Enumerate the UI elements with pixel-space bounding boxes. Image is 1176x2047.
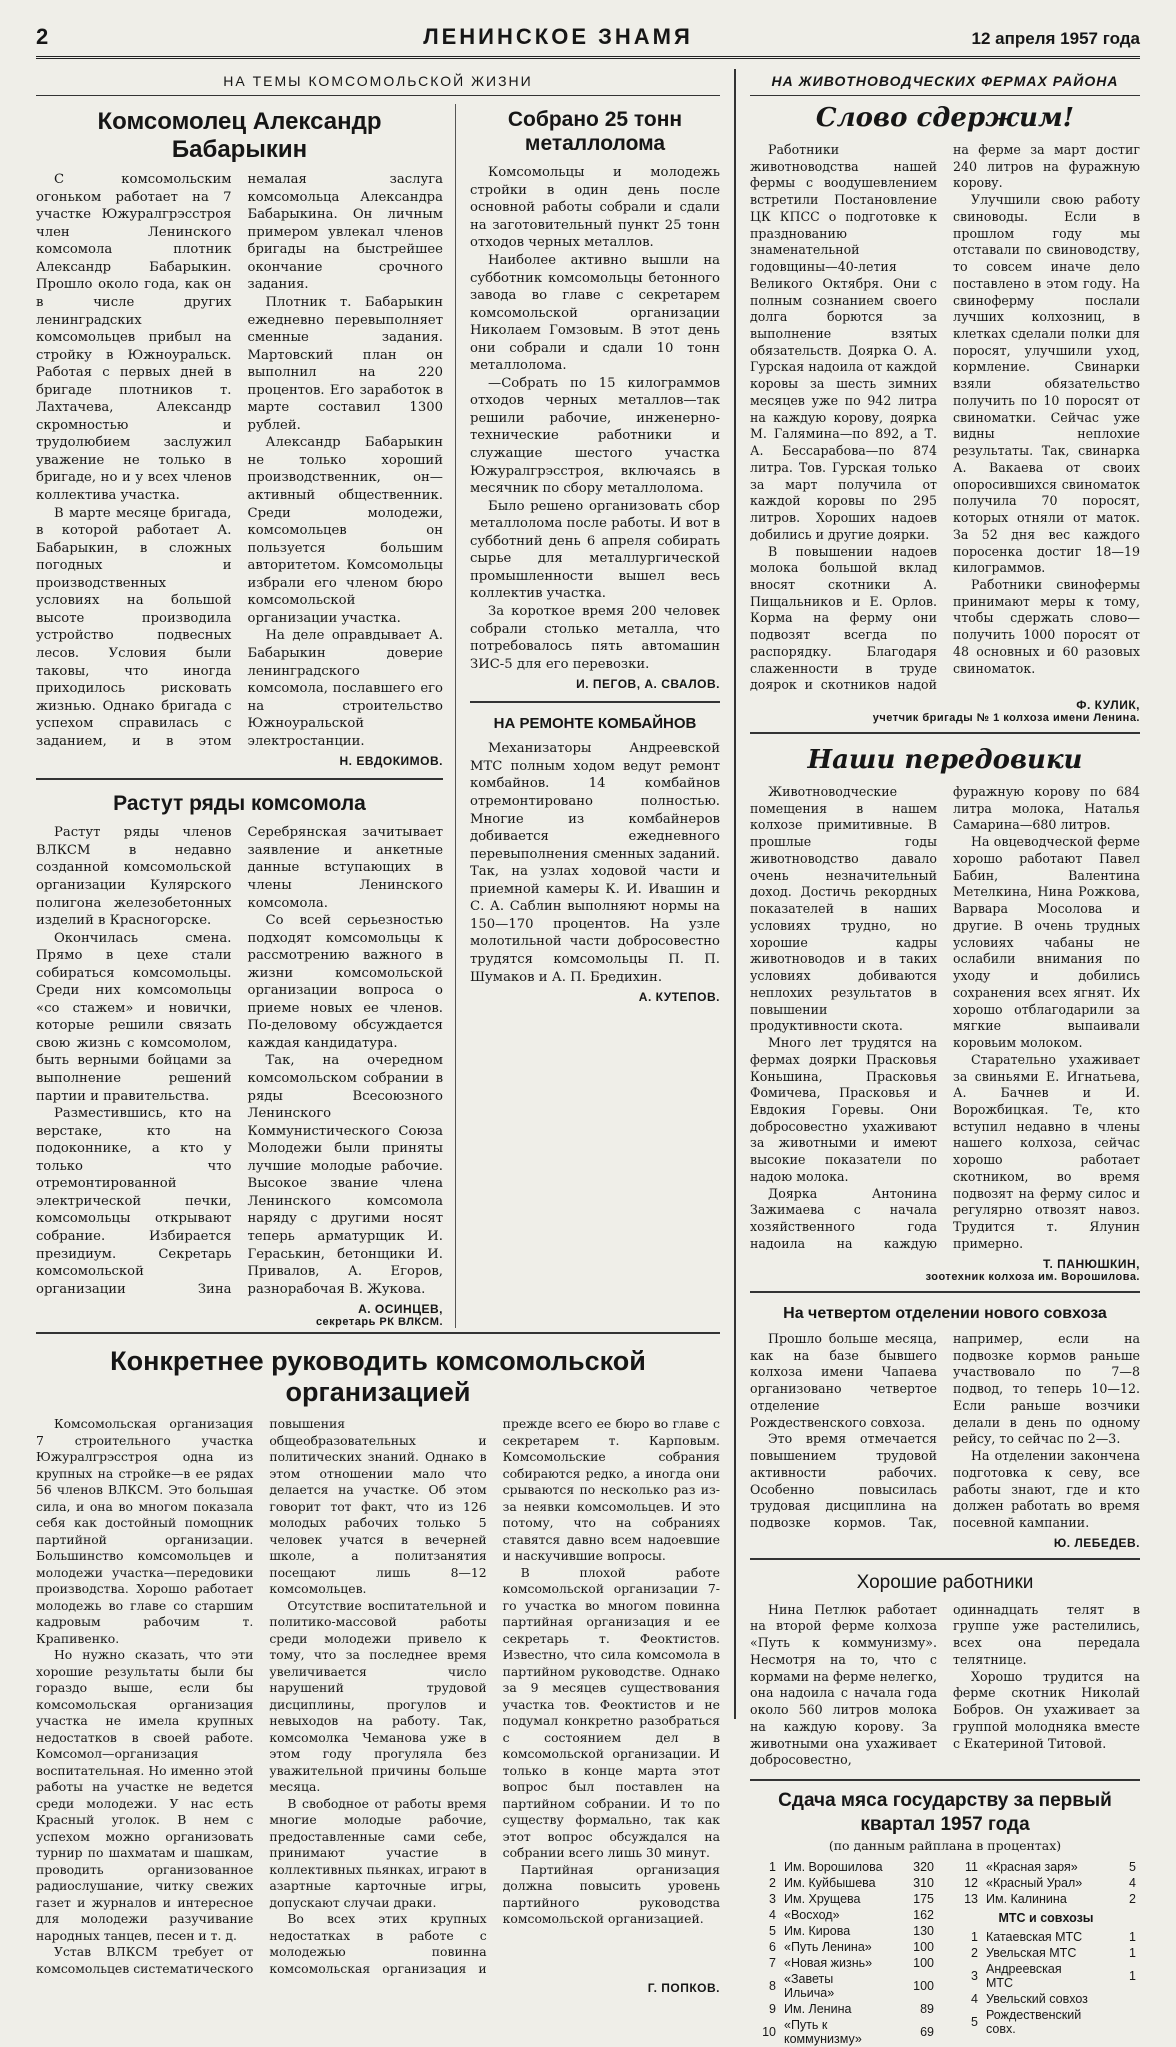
article-body	[750, 142, 1140, 694]
article-headline: Комсомолец Александр Бабарыкин	[97, 108, 382, 163]
paragraph: Комсомольцы и молодежь стройки в один день после основной работы собрали и сдали на заготовительный пункт 25 тонн отходов черных металлов.	[470, 165, 720, 251]
cell-name: «Красный Урал»	[986, 1876, 1083, 1891]
right-section	[750, 69, 1140, 2047]
signature-role: секретарь РК ВЛКСМ.	[315, 1316, 443, 1329]
article-body	[36, 1416, 720, 1977]
cell-n: 3	[769, 1892, 776, 1907]
cell-n: 12	[964, 1876, 978, 1891]
section-rubric: НА ТЕМЫ КОМСОМОЛЬСКОЙ ЖИЗНИ	[36, 69, 720, 96]
cell-name: Им. Кирова	[784, 1924, 851, 1939]
table-title: Сдача мяса государству за первый квартал 1957 года	[778, 1789, 1112, 1835]
table-row	[750, 2001, 938, 2017]
paragraph: В плохой работе комсомольской организации 7-го участка во многом повинна партийная организация и ее секретарь т. Феоктистов. Известно, что сила комсомола в партийном руководстве. Однако за 9 месяцев существования участка тов. Феоктистов и не подумал конкретно разобраться с состоянием дел в комсомольской организации. И только в конце марта этот вопрос был поставлен на партийном собрании. И то по существу формально, так как этот вопрос обсуждался на собрании всего лишь 30 минут.	[502, 1564, 720, 1861]
cell-v: 100	[913, 1956, 934, 1971]
paragraph: Улучшили свою работу свиноводы. Если в прошлом году мы отставали по свиноводству, то совсем иначе дело поставлено в этом году. На свиноферму послали лучших колхозниц, в клетках сделали полки для поросят, улучшили уход, кормление. Свинарки взяли обязательство получить по 10 поросят от свиноматки. Сейчас уже видны неплохие результаты. Так, свинарка А. Вакаева от своих опоросившихся свиноматок получила 70 поросят, которых отняли от маток. За 52 дня вес каждого поросенка достиг 18—19 килограммов.	[953, 192, 1140, 576]
article-body	[470, 740, 720, 986]
paragraph: Работники животноводства нашей фермы с воодушевлением встретили Постановление ЦК КПСС о подготовке к празднованию знаменательной годовщины—40-летия Великого Октября. Они с полным сознанием своего долга борются за выполнение взятых обязательств. Доярка О. А. Гурская надоила от каждой коровы за шесть зимних месяцев уже по 942 литра на каждую корову, доярка М. Галямина—по 892, а Т. А. Бессарабова—по 874 литра. Тов. Гурская только за март получила от каждой коровы по 295 литров. Хороших надоев добились и другие доярки.	[750, 141, 937, 542]
article-headline: Собрано 25 тонн металлолома	[507, 108, 683, 156]
table-row	[750, 1907, 938, 1923]
paragraph: Так, на очередном комсомольском собрании в ряды Всесоюзного Ленинского Коммунистического Союза Молодежи были приняты лучшие молодые рабочие. Высокое звание члена Ленинского комсомола наряду с другими носят теперь арматурщик И. Гераськин, бетонщики И. Привалов, А. Егоров, разнорабочая В. Жукова.	[247, 1053, 443, 1297]
table-row	[952, 1929, 1140, 1945]
cell-v: 130	[913, 1924, 934, 1939]
table-row	[952, 1875, 1140, 1891]
article-headline: Хорошие работники	[856, 1571, 1034, 1593]
article-signature: И. ПЕГОВ, А. СВАЛОВ.	[576, 677, 720, 692]
cell-name: Андреевская МТС	[986, 1962, 1062, 1991]
paragraph: Окончилась смена. Прямо в цехе стали собираться комсомольцы. Среди них комсомольцы «со стажем» и новички, которые решили связать свою жизнь с комсомолом, быть верными бойцами за выполнение решений партии и правительства.	[36, 930, 232, 1104]
paragraph: Животноводческие помещения в нашем колхозе примитивные. В прошлые годы животноводство давало очень незначительный доход. Достичь рекордных показателей в наших условиях трудно, но хорошие кадры животноводов и в таких условиях добиваются неплохих результатов в повышении продуктивности скота.	[750, 784, 937, 1034]
cell-name: Им. Ворошилова	[784, 1860, 883, 1875]
paragraph: В свободное от работы время многие молодые рабочие, предоставленные сами себе, принимают участие в коллективных пьянках, играют в азартные карточные игры, допускают случаи драки.	[269, 1795, 487, 1910]
table-row	[952, 2007, 1140, 2037]
signature-name: Ф. КУЛИК,	[1076, 698, 1140, 713]
cell-v	[1092, 2007, 1140, 2037]
article-signature: Ю. ЛЕБЕДЕВ.	[1053, 1535, 1140, 1550]
article-signature: Г. ПОПКОВ.	[647, 1981, 720, 1996]
cell-v: 2	[1129, 1892, 1136, 1907]
cell-v: 5	[1129, 1860, 1136, 1875]
cell-n: 3	[971, 1969, 978, 1984]
left-section	[36, 69, 736, 1996]
farms-table	[952, 1859, 1140, 1907]
cell-n: 6	[769, 1940, 776, 1955]
article-signature	[750, 1257, 1140, 1283]
paragraph: Хорошо трудится на ферме скотник Николай Бобров. Он ухаживает за группой молодняка вместе с Екатериной Титовой.	[953, 1668, 1140, 1751]
cell-name: «Заветы Ильича»	[784, 1972, 835, 2001]
page-number: 2	[36, 24, 49, 49]
signature-role: учетчик бригады № 1 колхоза имени Ленина.	[872, 712, 1140, 725]
cell-n: 2	[971, 1946, 978, 1961]
paragraph: С комсомольским огоньком работает на 7 участке Южуралгрэсстроя член Ленинского комсомола плотник Александр Бабарыкин. Прошло около года, как он в числе других ленинградских комсомольцев прибыл на стройку в Южноуральск. Работая с первых дней в бригаде плотников т. Лахтачева, Александр скромностью и трудолюбием заслужил уважение не только в бригаде, но и у всех членов коллектива участка.	[36, 172, 232, 504]
cell-name: Увельский совхоз	[986, 1992, 1088, 2007]
paragraph: Во всех этих крупных недостатках в работе с молодежью повинна комсомольская организация и прежде всего ее бюро во главе с секретарем т. Карповым. Комсомольские собрания собираются редко, а иногда они срываются по несколько раз из-за неявки комсомольцев. И это потому, что на собраниях ставятся давно всем надоевшие и наскучившие вопросы.	[269, 1416, 720, 1976]
table-row	[750, 1875, 938, 1891]
paragraph: Плотник т. Бабарыкин ежедневно перевыполняет сменные задания. Мартовский план он выполнил на 220 процентов. Его заработок в марте составил 1300 рублей.	[247, 295, 443, 433]
signature-name: А. ОСИНЦЕВ,	[358, 1302, 443, 1317]
paragraph: Партийная организация должна повысить уровень партийного руководства комсомольской организацией.	[502, 1861, 720, 1927]
article-fourth-division	[750, 1291, 1140, 1550]
paragraph: Механизаторы Андреевской МТС полным ходом ведут ремонт комбайнов. 14 комбайнов отремонтировано полностью. Многие из комбайнеров добивается ежедневного перевыполнения сменных заданий. Так, на узлах ходовой части и приемной камеры К. И. Ивашин и С. А. Саблин выполняют нормы на 150—170 процентов. На узле молотильной части добросовестно трудятся комсомольцы П. П. Шумаков и А. П. Бредихин.	[470, 741, 720, 985]
article-headline: Слово сдержим!	[815, 103, 1075, 133]
article-babarykin	[36, 104, 456, 1328]
article-body	[750, 784, 1140, 1253]
cell-name: «Восход»	[784, 1908, 840, 1923]
cell-n: 5	[769, 1924, 776, 1939]
article-body	[36, 824, 443, 1298]
paragraph: Растут ряды членов ВЛКСМ в недавно созданной комсомольской организации Кулярского полигона железобетонных изделий в Красногорске.	[36, 825, 232, 929]
table-row	[750, 1891, 938, 1907]
section-rubric: НА ЖИВОТНОВОДЧЕСКИХ ФЕРМАХ РАЙОНА	[750, 69, 1140, 96]
cell-v: 69	[920, 2025, 934, 2040]
cell-n: 1	[971, 1930, 978, 1945]
collective-farms-list	[750, 1859, 938, 2047]
paragraph: Было решено организовать сбор металлолома после работы. И вот в субботний день 6 апреля собирать сырье для металлургической промышленности вышел весь коллектив участка.	[470, 498, 720, 602]
paragraph: На отделении закончена подготовка к севу, все работы знают, где и кто должен работать во время посевной кампании.	[953, 1448, 1140, 1531]
cell-v: 89	[920, 2002, 934, 2017]
cell-n: 1	[769, 1860, 776, 1875]
cell-name: Рождественский совх.	[986, 2008, 1082, 2037]
cell-v: 320	[913, 1860, 934, 1875]
article-signature: Н. ЕВДОКИМОВ.	[339, 754, 443, 769]
paragraph: Устав ВЛКСМ требует от комсомольцев систематического повышения общеобразовательных и политических знаний. Однако в этом отношении мало что делается на участке. Об этом говорит тот факт, что из 126 молодых рабочих только 5 человек учатся в вечерней школе, а политзанятия посещают лишь 8—12 комсомольцев.	[36, 1416, 487, 1976]
table-columns	[750, 1859, 1140, 2047]
cell-n: 5	[971, 2015, 978, 2030]
top-row	[36, 104, 720, 1328]
paragraph: Отсутствие воспитательной и политико-массовой работы среди молодежи привело к тому, что за последнее время увеличивается число нарушений трудовой дисциплины, прогулов и невыходов на работу. Так, комсомолка Чеманова уже в этом году прогуляла без уважительной причины больше месяца.	[269, 1597, 487, 1795]
cell-v: 175	[913, 1892, 934, 1907]
cell-n: 4	[769, 1908, 776, 1923]
cell-v: 162	[913, 1908, 934, 1923]
article-body	[36, 171, 443, 750]
table-row	[750, 1859, 938, 1875]
article-combines	[470, 701, 720, 1004]
mts-table	[952, 1929, 1140, 2037]
cell-v	[1092, 1991, 1140, 2007]
cell-n: 4	[971, 1992, 978, 2007]
paragraph: Старательно ухаживает за свиньями Е. Игнатьева, А. Бачнев и И. Ворожбицкая. Те, кто вступил недавно в члены нашего колхоза, сейчас хорошо работает скотником, во время подвозят на ферму силос и регулярно отвозят навоз. Трудится т. Ялунин примерно.	[953, 1051, 1140, 1251]
cell-v: 1	[1129, 1930, 1136, 1945]
article-leadership	[36, 1332, 720, 1995]
article-good-workers	[750, 1558, 1140, 1769]
paragraph: Много лет трудятся на фермах доярки Прасковья Коньшина, Прасковья Фомичева, Прасковья и Евдокия Горевы. Они добросовестно ухаживают за животными и имеют высокие показатели по надою молока.	[750, 1035, 937, 1184]
article-body	[750, 1331, 1140, 1532]
extra-farms-list	[952, 1859, 1140, 2047]
article-scrap-metal	[470, 104, 720, 1328]
article-headline: Конкретнее руководить комсомольской организацией	[110, 1346, 646, 1408]
table-row	[952, 1945, 1140, 1961]
table-row	[952, 1891, 1140, 1907]
paragraph: Это время отмечается повышением трудовой активности рабочих. Особенно повысилась трудовая дисциплина на подвозке кормов. Так, например, если на подвозке кормов раньше участвовало по 7—8 подвод, то теперь 10—12. Если раньше возчики делали в день по одному рейсу, то сейчас по 2—3.	[750, 1330, 1140, 1531]
cell-name: «Красная заря»	[986, 1860, 1078, 1875]
cell-name: Увельская МТС	[986, 1946, 1077, 1961]
cell-name: Катаевская МТС	[986, 1930, 1083, 1945]
cell-n: 2	[769, 1876, 776, 1891]
paragraph: Доярка Антонина Зажимаева с начала хозяйственного года надоила на каждую фуражную корову по 684 литра молока, Наталья Самарина—680 литров.	[750, 784, 1140, 1251]
mts-caption: МТС и совхозы	[998, 1911, 1094, 1926]
article-body	[750, 1602, 1140, 1769]
cell-n: 10	[762, 2025, 776, 2040]
cell-name: «Путь к коммунизму»	[784, 2018, 862, 2047]
table-row	[750, 1923, 938, 1939]
cell-v: 310	[913, 1876, 934, 1891]
meat-delivery-table	[750, 1779, 1140, 2047]
paragraph: В марте месяце бригада, в которой работает А. Бабарыкин, в сложных погодных и производственных условиях на большой высоте производила устройство подвесных лесов. Условия были таковы, что иногда приходилось рисковать жизнью. Однако бригада с успехом справилась с заданием, и в этом немалая заслуга комсомольца Александра Бабарыкина. Он личным примером увлекал членов бригады на быстрейшее окончание срочного задания.	[36, 172, 443, 749]
cell-n: 13	[964, 1892, 978, 1907]
paragraph: За короткое время 200 человек собрали столько металла, что потребовалось пять автомашин ЗИС-5 для его перевозки.	[470, 603, 720, 672]
cell-n: 8	[769, 1979, 776, 1994]
masthead	[36, 24, 1140, 59]
paragraph: Работники свинофермы принимают меры к тому, чтобы сдержать слово—получить 1000 поросят от 48 основных и 60 разовых свиноматок.	[953, 576, 1140, 676]
cell-v: 4	[1129, 1876, 1136, 1891]
article-leaders	[750, 732, 1140, 1282]
article-body	[470, 164, 720, 673]
article-signature: А. КУТЕПОВ.	[638, 990, 720, 1005]
article-headline: Растут ряды комсомола	[113, 792, 366, 816]
page-columns	[36, 69, 1140, 2047]
cell-v: 100	[913, 1979, 934, 1994]
table-row	[952, 1859, 1140, 1875]
paragraph: Комсомольская организация 7 строительного участка Южуралгрэсстроя одна из крупных на стройке—в ее рядах 56 членов ВЛКСМ. Это большая сила, и она во многом показала себя как достойный помощник партийной организации. Большинство комсомольцев и молодежи участка—передовики производства. Хорошо работает молодежь во главе со старшим кадровым рабочим т. Крапивенко.	[36, 1416, 254, 1646]
cell-name: Им. Хрущева	[784, 1892, 861, 1907]
cell-n: 11	[965, 1860, 978, 1875]
cell-name: «Путь Ленина»	[784, 1940, 872, 1955]
paragraph: Нина Петлюк работает на второй ферме колхоза «Путь к коммунизму». Несмотря на то, что с кормами на ферме нелегко, она надоила с начала года около 560 литров молока на каждую корову. За животными она ухаживает добросовестно, одиннадцать телят в группе уже растелились, всех она передала телятнице.	[750, 1601, 1140, 1768]
paragraph: Но нужно сказать, что эти хорошие результаты были бы гораздо выше, если бы комсомольская организация участка не имела крупных недостатков в своей работе. Комсомол—организация воспитательная. Но именно этой работы на участке не ведется среди молодежи. У нас есть Красный уголок. В нем с успехом можно организовать турнир по шахматам и шашкам, проводить организованное радиослушание, читку свежих газет и журналов и интересное для молодежи разучивание народных танцев, песен и т. д.	[36, 1647, 254, 1943]
article-headline: На четвертом отделении нового совхоза	[783, 1304, 1107, 1322]
cell-name: Им. Куйбышева	[784, 1876, 876, 1891]
article-ranks	[36, 778, 443, 1328]
table-subtitle: (по данным райплана в процентах)	[828, 1838, 1062, 1854]
cell-name: «Новая жизнь»	[784, 1956, 873, 1971]
cell-n: 7	[769, 1956, 776, 1971]
table-row	[952, 1991, 1140, 2007]
table-row	[750, 1971, 938, 2001]
farms-table	[750, 1859, 938, 2047]
article-headline: НА РЕМОНТЕ КОМБАЙНОВ	[493, 715, 697, 733]
article-headline: Наши передовики	[807, 745, 1083, 776]
cell-v: 100	[913, 1940, 934, 1955]
cell-v: 1	[1129, 1969, 1136, 1984]
signature-name: Т. ПАНЮШКИН,	[1043, 1256, 1140, 1271]
table-row	[750, 2017, 938, 2047]
paragraph: Александр Бабарыкин не только хороший производственник, он—активный общественник. Среди молодежи, комсомольцев он пользуется большим авторитетом. Комсомольцы избрали его членом бюро комсомольской организации участка.	[247, 435, 443, 626]
signature-role: зоотехник колхоза им. Ворошилова.	[925, 1270, 1140, 1283]
paragraph: На деле оправдывает А. Бабарыкин доверие ленинградского комсомола, пославшего его на строительство Южноуральской электростанции.	[247, 628, 443, 749]
article-signature	[36, 1302, 443, 1328]
cell-n: 9	[769, 2002, 776, 2017]
table-row	[750, 1955, 938, 1971]
paragraph: —Собрать по 15 килограммов отходов черных металлов—так решили рабочие, инженерно-технические работники и служащие шестого участка Южуралгрэсстроя, включаясь в месячник по сбору металлолома.	[470, 375, 720, 497]
paragraph: Разместившись, кто на верстаке, кто на подоконнике, а кто у только что отремонтированной электрической печки, комсомольцы открывают собрание. Избирается президиум. Секретарь комсомольской организации Зина Серебрянская зачитывает заявление и анкетные данные вступающих в члены Ленинского комсомола.	[36, 825, 443, 1297]
paragraph: Со всей серьезностью подходят комсомольцы к рассмотрению важного в жизни комсомольской организации вопроса о приеме новых ее членов. По-деловому обсуждается каждая кандидатура.	[247, 913, 443, 1051]
cell-name: Им. Ленина	[784, 2002, 852, 2017]
article-signature	[750, 698, 1140, 724]
paragraph: В повышении надоев молока большой вклад вносят скотники А. Пищальников и Е. Орлов. Корма на ферму они подвозят всегда по распорядку. Благодаря слаженности в труде доярок и скотников надой на ферме за март достиг 240 литров на фуражную корову.	[750, 141, 1140, 693]
issue-date: 12 апреля 1957 года	[971, 29, 1140, 48]
article-word-kept	[750, 104, 1140, 724]
cell-v: 1	[1129, 1946, 1136, 1961]
cell-name: Им. Калинина	[986, 1892, 1067, 1907]
table-row	[750, 1939, 938, 1955]
table-row	[952, 1961, 1140, 1991]
paragraph: Наиболее активно вышли на субботник комсомольцы бетонного завода во главе с секретарем комсомольской организации Николаем Гомзовым. В этот день они собрали и сдали 10 тонн металлолома.	[470, 253, 720, 374]
newspaper-title: ЛЕНИНСКОЕ ЗНАМЯ	[423, 24, 693, 49]
paragraph: На овцеводческой ферме хорошо работают Павел Бабин, Валентина Метелкина, Нина Рожкова, Варвара Мосолова и другие. В очень трудных условиях чабаны не ослабили внимания по уходу и добились сохранения всех ягнят. Их хорошо отблагодарили за мягкие выпаивали коровьим молоком.	[953, 834, 1140, 1051]
paragraph: Прошло больше месяца, как на базе бывшего колхоза имени Чапаева организовано четвертое отделение Рождественского совхоза.	[750, 1330, 937, 1430]
